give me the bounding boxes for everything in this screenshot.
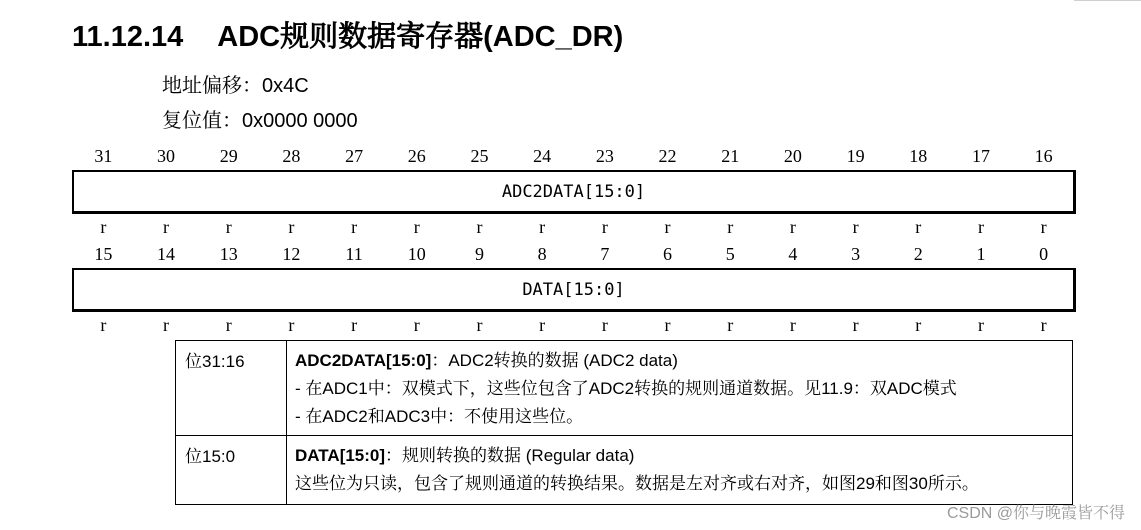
data-field: DATA[15:0] — [72, 268, 1076, 312]
section-title-text: ADC规则数据寄存器(ADC_DR) — [217, 21, 624, 53]
watermark: CSDN @你与晚霞皆不得 — [946, 505, 1125, 522]
field-summary — [295, 347, 1066, 375]
section-heading — [72, 14, 623, 55]
access-type: r — [351, 217, 358, 237]
access-type: r — [163, 315, 170, 335]
bit-range-cell: 位31:16 — [176, 341, 287, 436]
bit-number: 14 — [157, 244, 176, 264]
bit-number: 2 — [913, 244, 923, 264]
access-type: r — [539, 217, 546, 237]
address-offset: 地址偏移：0x4C — [162, 75, 309, 97]
bit-number: 25 — [470, 146, 489, 166]
access-type: r — [727, 315, 734, 335]
description-line: - 在ADC1中：双模式下，这些位包含了ADC2转换的规则通道数据。见11.9：双ADC模式 — [295, 379, 957, 398]
description-cell — [287, 436, 1073, 505]
bit-number: 21 — [721, 146, 740, 166]
bit-number: 29 — [219, 146, 238, 166]
access-type: r — [789, 315, 796, 335]
access-type: r — [1040, 315, 1047, 335]
field-summary — [295, 442, 1066, 470]
access-type: r — [664, 315, 671, 335]
access-type: r — [100, 315, 107, 335]
access-type: r — [539, 315, 546, 335]
top-divider — [1074, 0, 1141, 1]
bit-number: 19 — [846, 146, 865, 166]
bit-number: 24 — [533, 146, 552, 166]
field-name: ADC2DATA[15:0] — [295, 351, 432, 370]
bit-number: 16 — [1034, 146, 1053, 166]
description-line: - 在ADC2和ADC3中：不使用这些位。 — [295, 407, 584, 426]
bit-number: 8 — [537, 244, 547, 264]
access-type: r — [727, 217, 734, 237]
access-type: r — [288, 217, 295, 237]
bit-number: 26 — [407, 146, 426, 166]
field-name: DATA[15:0] — [295, 446, 386, 465]
access-type: r — [977, 315, 984, 335]
access-type: r — [601, 315, 608, 335]
access-type: r — [664, 217, 671, 237]
lower-bit-numbers — [72, 242, 1075, 266]
access-type: r — [476, 315, 483, 335]
access-type: r — [977, 217, 984, 237]
bit-number: 13 — [219, 244, 238, 264]
access-type: r — [225, 315, 232, 335]
access-type: r — [852, 315, 859, 335]
bit-number: 27 — [345, 146, 364, 166]
bit-number: 23 — [595, 146, 614, 166]
access-type: r — [413, 315, 420, 335]
table-row — [176, 436, 1073, 505]
bit-number: 30 — [157, 146, 176, 166]
bit-number: 5 — [725, 244, 735, 264]
bit-number: 18 — [909, 146, 928, 166]
access-type: r — [789, 217, 796, 237]
bit-number: 7 — [600, 244, 610, 264]
access-type: r — [852, 217, 859, 237]
access-type: r — [915, 217, 922, 237]
description-line: 这些位为只读，包含了规则通道的转换结果。数据是左对齐或右对齐，如图29和图30所示。 — [295, 474, 979, 493]
bit-number: 31 — [94, 146, 113, 166]
access-type: r — [476, 217, 483, 237]
access-type: r — [288, 315, 295, 335]
access-type: r — [351, 315, 358, 335]
access-type: r — [413, 217, 420, 237]
bit-number: 3 — [851, 244, 861, 264]
bit-number: 6 — [663, 244, 673, 264]
bit-number: 10 — [407, 244, 426, 264]
bit-number: 11 — [345, 244, 363, 264]
table-row — [176, 341, 1073, 436]
adc2data-field: ADC2DATA[15:0] — [72, 170, 1076, 214]
access-type: r — [225, 217, 232, 237]
bit-number: 0 — [1039, 244, 1049, 264]
description-cell — [287, 341, 1073, 436]
access-type: r — [601, 217, 608, 237]
bit-range-cell: 位15:0 — [176, 436, 287, 505]
section-number: 11.12.14 — [72, 21, 184, 53]
bit-description-table — [175, 340, 1073, 505]
bit-number: 20 — [783, 146, 802, 166]
bit-number: 4 — [788, 244, 798, 264]
bit-number: 22 — [658, 146, 677, 166]
upper-access-row — [72, 215, 1075, 239]
bit-number: 9 — [474, 244, 484, 264]
bit-number: 28 — [282, 146, 301, 166]
reset-value: 复位值：0x0000 0000 — [162, 110, 358, 132]
access-type: r — [163, 217, 170, 237]
access-type: r — [915, 315, 922, 335]
bit-number: 15 — [94, 244, 113, 264]
upper-bit-numbers — [72, 144, 1075, 168]
bit-number: 1 — [976, 244, 986, 264]
bit-number: 17 — [971, 146, 990, 166]
field-summary-text: ：ADC2转换的数据 (ADC2 data) — [431, 351, 678, 370]
field-summary-text: ：规则转换的数据 (Regular data) — [385, 446, 635, 465]
access-type: r — [100, 217, 107, 237]
bit-number: 12 — [282, 244, 301, 264]
lower-access-row — [72, 313, 1075, 337]
access-type: r — [1040, 217, 1047, 237]
